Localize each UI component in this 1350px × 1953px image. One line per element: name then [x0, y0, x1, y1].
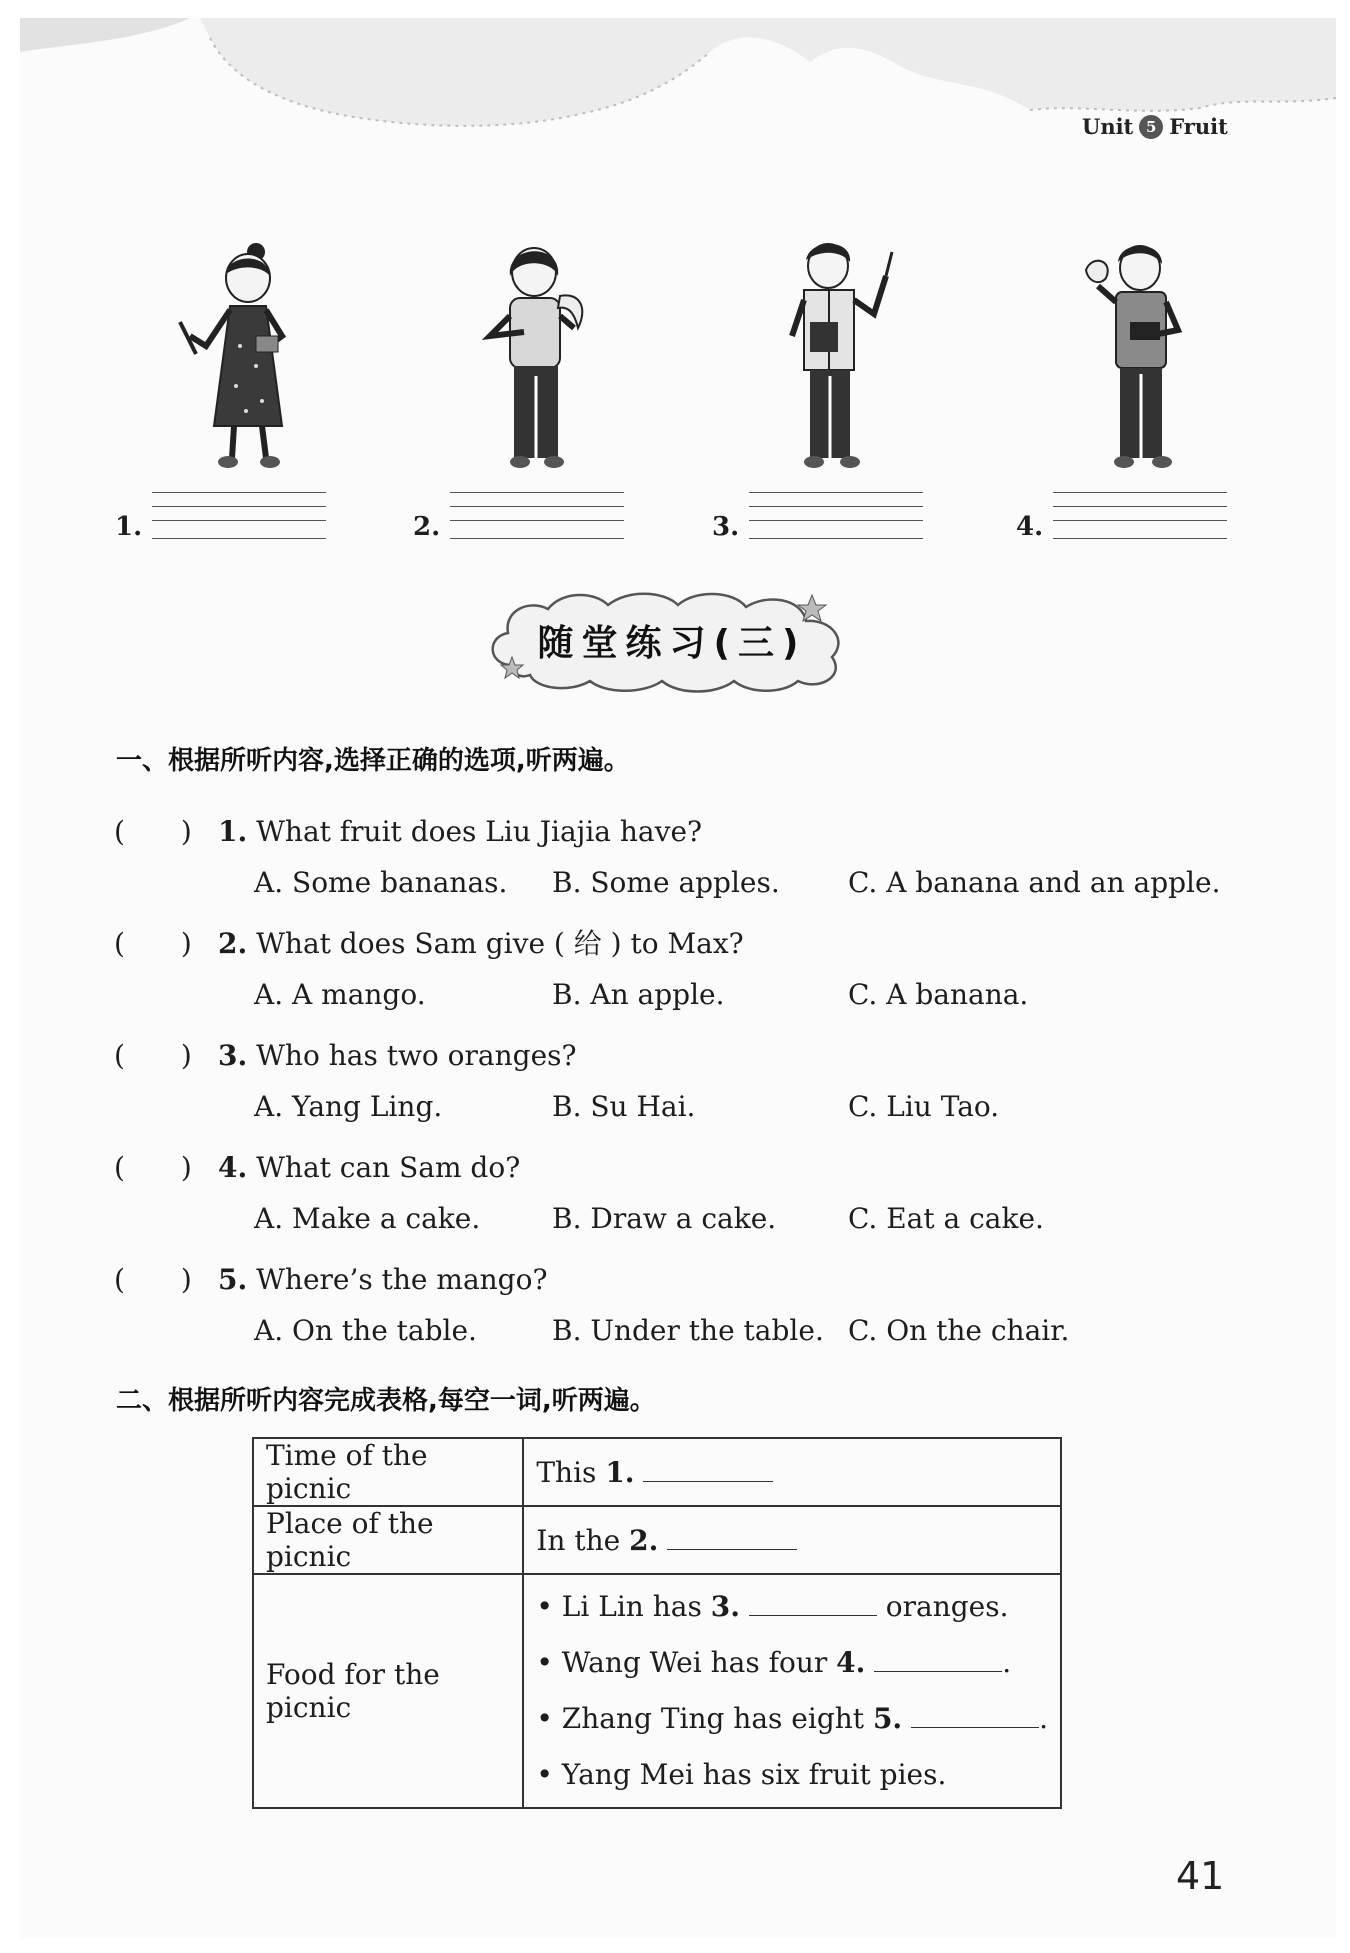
writing-lines: [152, 484, 326, 540]
question-text: What fruit does Liu Jiajia have?: [256, 815, 703, 848]
writing-lines: [749, 484, 923, 540]
row-value: [523, 1506, 1061, 1574]
value-prefix: This: [536, 1455, 597, 1489]
value-prefix: In the: [536, 1523, 621, 1557]
fill-blank-2[interactable]: [667, 1525, 797, 1550]
item-suffix: .: [1039, 1702, 1048, 1735]
option-c[interactable]: C. A banana and an apple.: [848, 866, 1221, 899]
question-text: Who has two oranges?: [256, 1039, 577, 1072]
option-a[interactable]: A. Make a cake.: [254, 1202, 481, 1235]
question-number: 5.: [218, 1263, 248, 1296]
table-row: [253, 1574, 1061, 1808]
fill-blank-3[interactable]: [749, 1591, 877, 1616]
option-c[interactable]: C. On the chair.: [848, 1314, 1070, 1347]
boy-holding-fruit-icon: [1070, 236, 1210, 476]
unit-number-badge: 5: [1139, 115, 1163, 139]
bullet: •: [536, 1590, 553, 1623]
list-item: [536, 1691, 1048, 1747]
practice-title: 随堂练习(三): [537, 622, 807, 664]
question-text: What can Sam do?: [256, 1151, 521, 1184]
answer-line-2[interactable]: [413, 484, 624, 540]
row-label: Place of the picnic: [253, 1506, 523, 1574]
table-row: [253, 1506, 1061, 1574]
unit-title: Fruit: [1169, 114, 1228, 139]
answer-line-1[interactable]: [115, 484, 326, 540]
question-number: 4.: [218, 1151, 248, 1184]
header-cloud-decoration: [20, 18, 1336, 168]
writing-lines: [1053, 484, 1227, 540]
fill-blank-5[interactable]: [911, 1703, 1039, 1728]
question-1: [114, 810, 702, 850]
option-c[interactable]: C. A banana.: [848, 978, 1029, 1011]
option-c[interactable]: C. Liu Tao.: [848, 1090, 1000, 1123]
option-a[interactable]: A. A mango.: [254, 978, 426, 1011]
option-b[interactable]: B. Under the table.: [552, 1314, 824, 1347]
item-suffix: oranges.: [885, 1590, 1009, 1623]
blank-number: 5.: [872, 1702, 903, 1735]
question-3: [114, 1034, 577, 1074]
bullet: •: [536, 1646, 553, 1679]
list-item: [536, 1579, 1048, 1635]
item-suffix: .: [1002, 1646, 1012, 1679]
option-b[interactable]: B. An apple.: [552, 978, 725, 1011]
row-label: Time of the picnic: [253, 1438, 523, 1506]
question-number: 1.: [218, 815, 248, 848]
section1-heading: 一、根据所听内容,选择正确的选项,听两遍。: [116, 746, 630, 776]
question-5: [114, 1258, 547, 1298]
fill-blank-1[interactable]: [643, 1457, 773, 1482]
question-number: 3.: [218, 1039, 248, 1072]
unit-word: Unit: [1082, 114, 1134, 139]
blank-number: 2.: [629, 1523, 659, 1557]
item-prefix: Wang Wei has four: [561, 1646, 828, 1679]
answer-paren[interactable]: ( ): [114, 1039, 192, 1072]
question-number: 2.: [218, 927, 248, 960]
answer-paren[interactable]: ( ): [114, 815, 192, 848]
unit-header: [1082, 114, 1228, 139]
answer-line-3[interactable]: [712, 484, 923, 540]
answer-number: 4.: [1016, 512, 1044, 542]
answer-number: 2.: [413, 512, 441, 542]
list-item: [536, 1635, 1048, 1691]
item-prefix: Li Lin has: [561, 1590, 702, 1623]
table-row: [253, 1438, 1061, 1506]
blank-number: 1.: [605, 1455, 635, 1489]
answer-number: 1.: [115, 512, 143, 542]
girl-holding-bananas-icon: [470, 236, 610, 476]
picnic-table: [252, 1437, 1062, 1809]
answer-number: 3.: [712, 512, 740, 542]
blank-number: 3.: [710, 1590, 740, 1623]
page-number: 41: [1176, 1854, 1225, 1898]
fill-blank-4[interactable]: [874, 1647, 1002, 1672]
option-a[interactable]: A. Some bananas.: [254, 866, 508, 899]
answer-line-4[interactable]: [1016, 484, 1227, 540]
row-value: [523, 1438, 1061, 1506]
answer-paren[interactable]: ( ): [114, 1151, 192, 1184]
item-text: Yang Mei has six fruit pies.: [561, 1758, 947, 1791]
question-text: What does Sam give ( 给 ) to Max?: [256, 927, 744, 960]
girl-with-dress-icon: [170, 236, 310, 476]
boy-with-book-icon: [770, 236, 910, 476]
food-list: [523, 1574, 1061, 1808]
option-b[interactable]: B. Draw a cake.: [552, 1202, 777, 1235]
bullet: •: [536, 1758, 553, 1791]
question-text: Where’s the mango?: [256, 1263, 548, 1296]
blank-number: 4.: [836, 1646, 866, 1679]
row-label: Food for the picnic: [253, 1574, 523, 1808]
bullet: •: [536, 1702, 553, 1735]
option-a[interactable]: A. Yang Ling.: [254, 1090, 443, 1123]
answer-paren[interactable]: ( ): [114, 927, 192, 960]
question-2: [114, 922, 744, 962]
option-b[interactable]: B. Some apples.: [552, 866, 780, 899]
option-b[interactable]: B. Su Hai.: [552, 1090, 696, 1123]
item-prefix: Zhang Ting has eight: [561, 1702, 865, 1735]
question-4: [114, 1146, 520, 1186]
option-a[interactable]: A. On the table.: [254, 1314, 477, 1347]
list-item: [536, 1747, 1048, 1803]
practice-title-banner: [482, 585, 862, 695]
option-c[interactable]: C. Eat a cake.: [848, 1202, 1044, 1235]
section2-heading: 二、根据所听内容完成表格,每空一词,听两遍。: [116, 1386, 656, 1416]
answer-paren[interactable]: ( ): [114, 1263, 192, 1296]
writing-lines: [450, 484, 624, 540]
